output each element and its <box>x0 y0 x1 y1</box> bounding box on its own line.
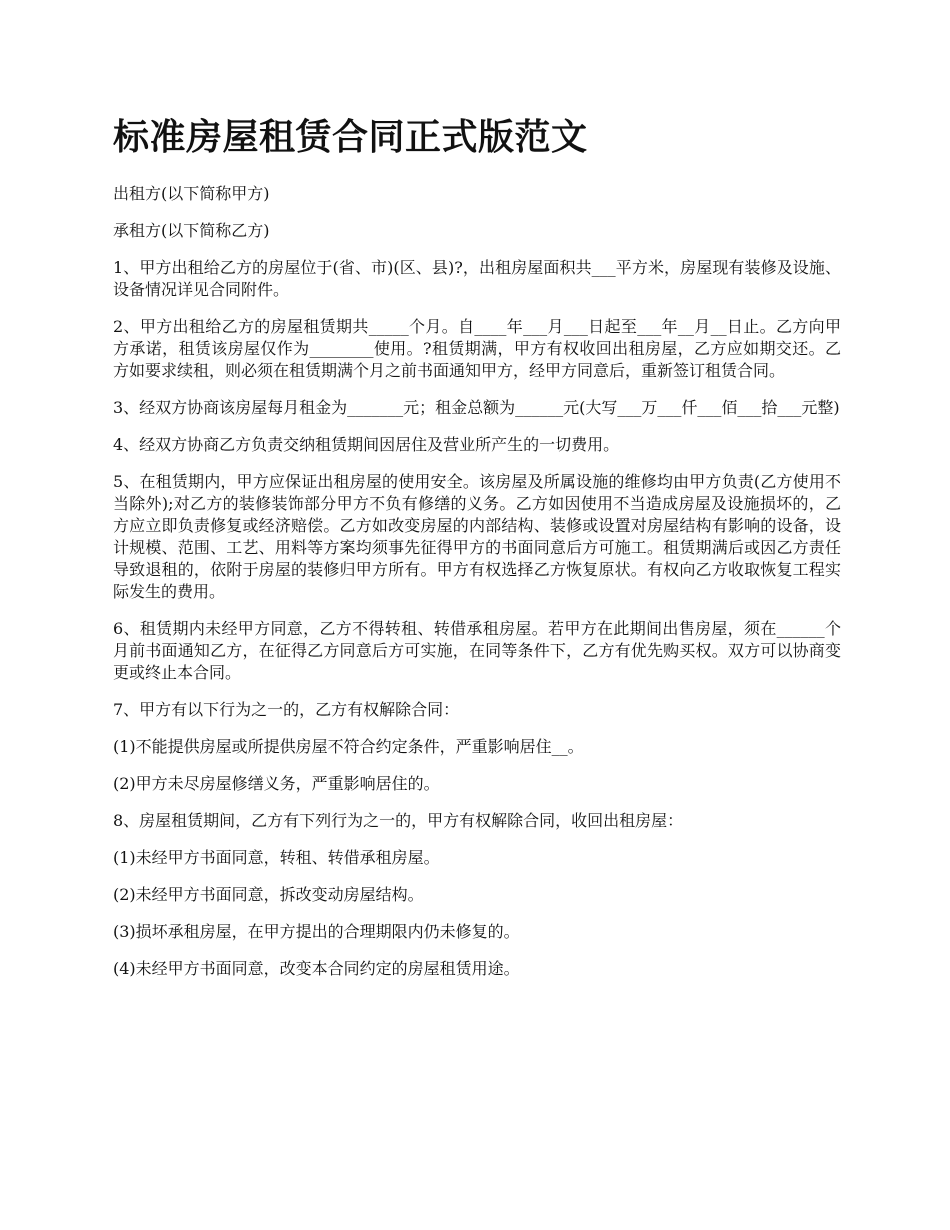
clause-4: 4、经双方协商乙方负责交纳租赁期间因居住及营业所产生的一切费用。 <box>113 435 620 454</box>
clause-8-item-4: (4)未经甲方书面同意，改变本合同约定的房屋租赁用途。 <box>113 959 520 978</box>
paragraph-lessee: 承租方(以下简称乙方) <box>113 221 270 240</box>
clause-7-item-1: (1)不能提供房屋或所提供房屋不符合约定条件，严重影响居住__。 <box>113 737 584 756</box>
document-page <box>113 112 841 995</box>
document-title: 标准房屋租赁合同正式版范文 <box>113 116 588 158</box>
clause-7: 7、甲方有以下行为之一的，乙方有权解除合同： <box>113 700 460 719</box>
clause-8-item-1: (1)未经甲方书面同意，转租、转借承租房屋。 <box>113 848 440 867</box>
clause-6: 6、租赁期内未经甲方同意，乙方不得转租、转借承租房屋。若甲方在此期间出售房屋，须在______个月前书面通知乙方，在征得乙方同意后方可实施，在同等条件下，乙方有优先购买权。双方可以协商变更或终止本合同。 <box>113 619 841 682</box>
clause-8-item-2: (2)未经甲方书面同意，拆改变动房屋结构。 <box>113 885 424 904</box>
clause-3: 3、经双方协商该房屋每月租金为_______元；租金总额为______元(大写___万___仟___佰___拾___元整) <box>113 398 840 417</box>
clause-7-item-2: (2)甲方未尽房屋修缮义务，严重影响居住的。 <box>113 774 440 793</box>
clause-8: 8、房屋租赁期间，乙方有下列行为之一的，甲方有权解除合同，收回出租房屋： <box>113 811 684 830</box>
clause-8-item-3: (3)损坏承租房屋，在甲方提出的合理期限内仍未修复的。 <box>113 922 520 941</box>
clause-5: 5、在租赁期内，甲方应保证出租房屋的使用安全。该房屋及所属设施的维修均由甲方负责(乙方使用不当除外);对乙方的装修装饰部分甲方不负有修缮的义务。乙方如因使用不当造成房屋及设施损坏的，乙方应立即负责修复或经济赔偿。乙方如改变房屋的内部结构、装修或设置对房屋结构有影响的设备，设计规模、范围、工艺、用料等方案均须事先征得甲方的书面同意后方可施工。租赁期满后或因乙方责任导致退租的，依附于房屋的装修归甲方所有。甲方有权选择乙方恢复原状。有权向乙方收取恢复工程实际发生的费用。 <box>113 472 841 601</box>
paragraph-lessor: 出租方(以下简称甲方) <box>113 184 270 203</box>
clause-1: 1、甲方出租给乙方的房屋位于(省、市)(区、县)?，出租房屋面积共___平方米，房屋现有装修及设施、设备情况详见合同附件。 <box>113 258 841 299</box>
clause-2: 2、甲方出租给乙方的房屋租赁期共_____个月。自____年___月___日起至___年__月__日止。乙方向甲方承诺，租赁该房屋仅作为________使用。?租赁期满，甲方有权收回出租房屋，乙方应如期交还。乙方如要求续租，则必须在租赁期满个月之前书面通知甲方，经甲方同意后，重新签订租赁合同。 <box>113 317 841 380</box>
